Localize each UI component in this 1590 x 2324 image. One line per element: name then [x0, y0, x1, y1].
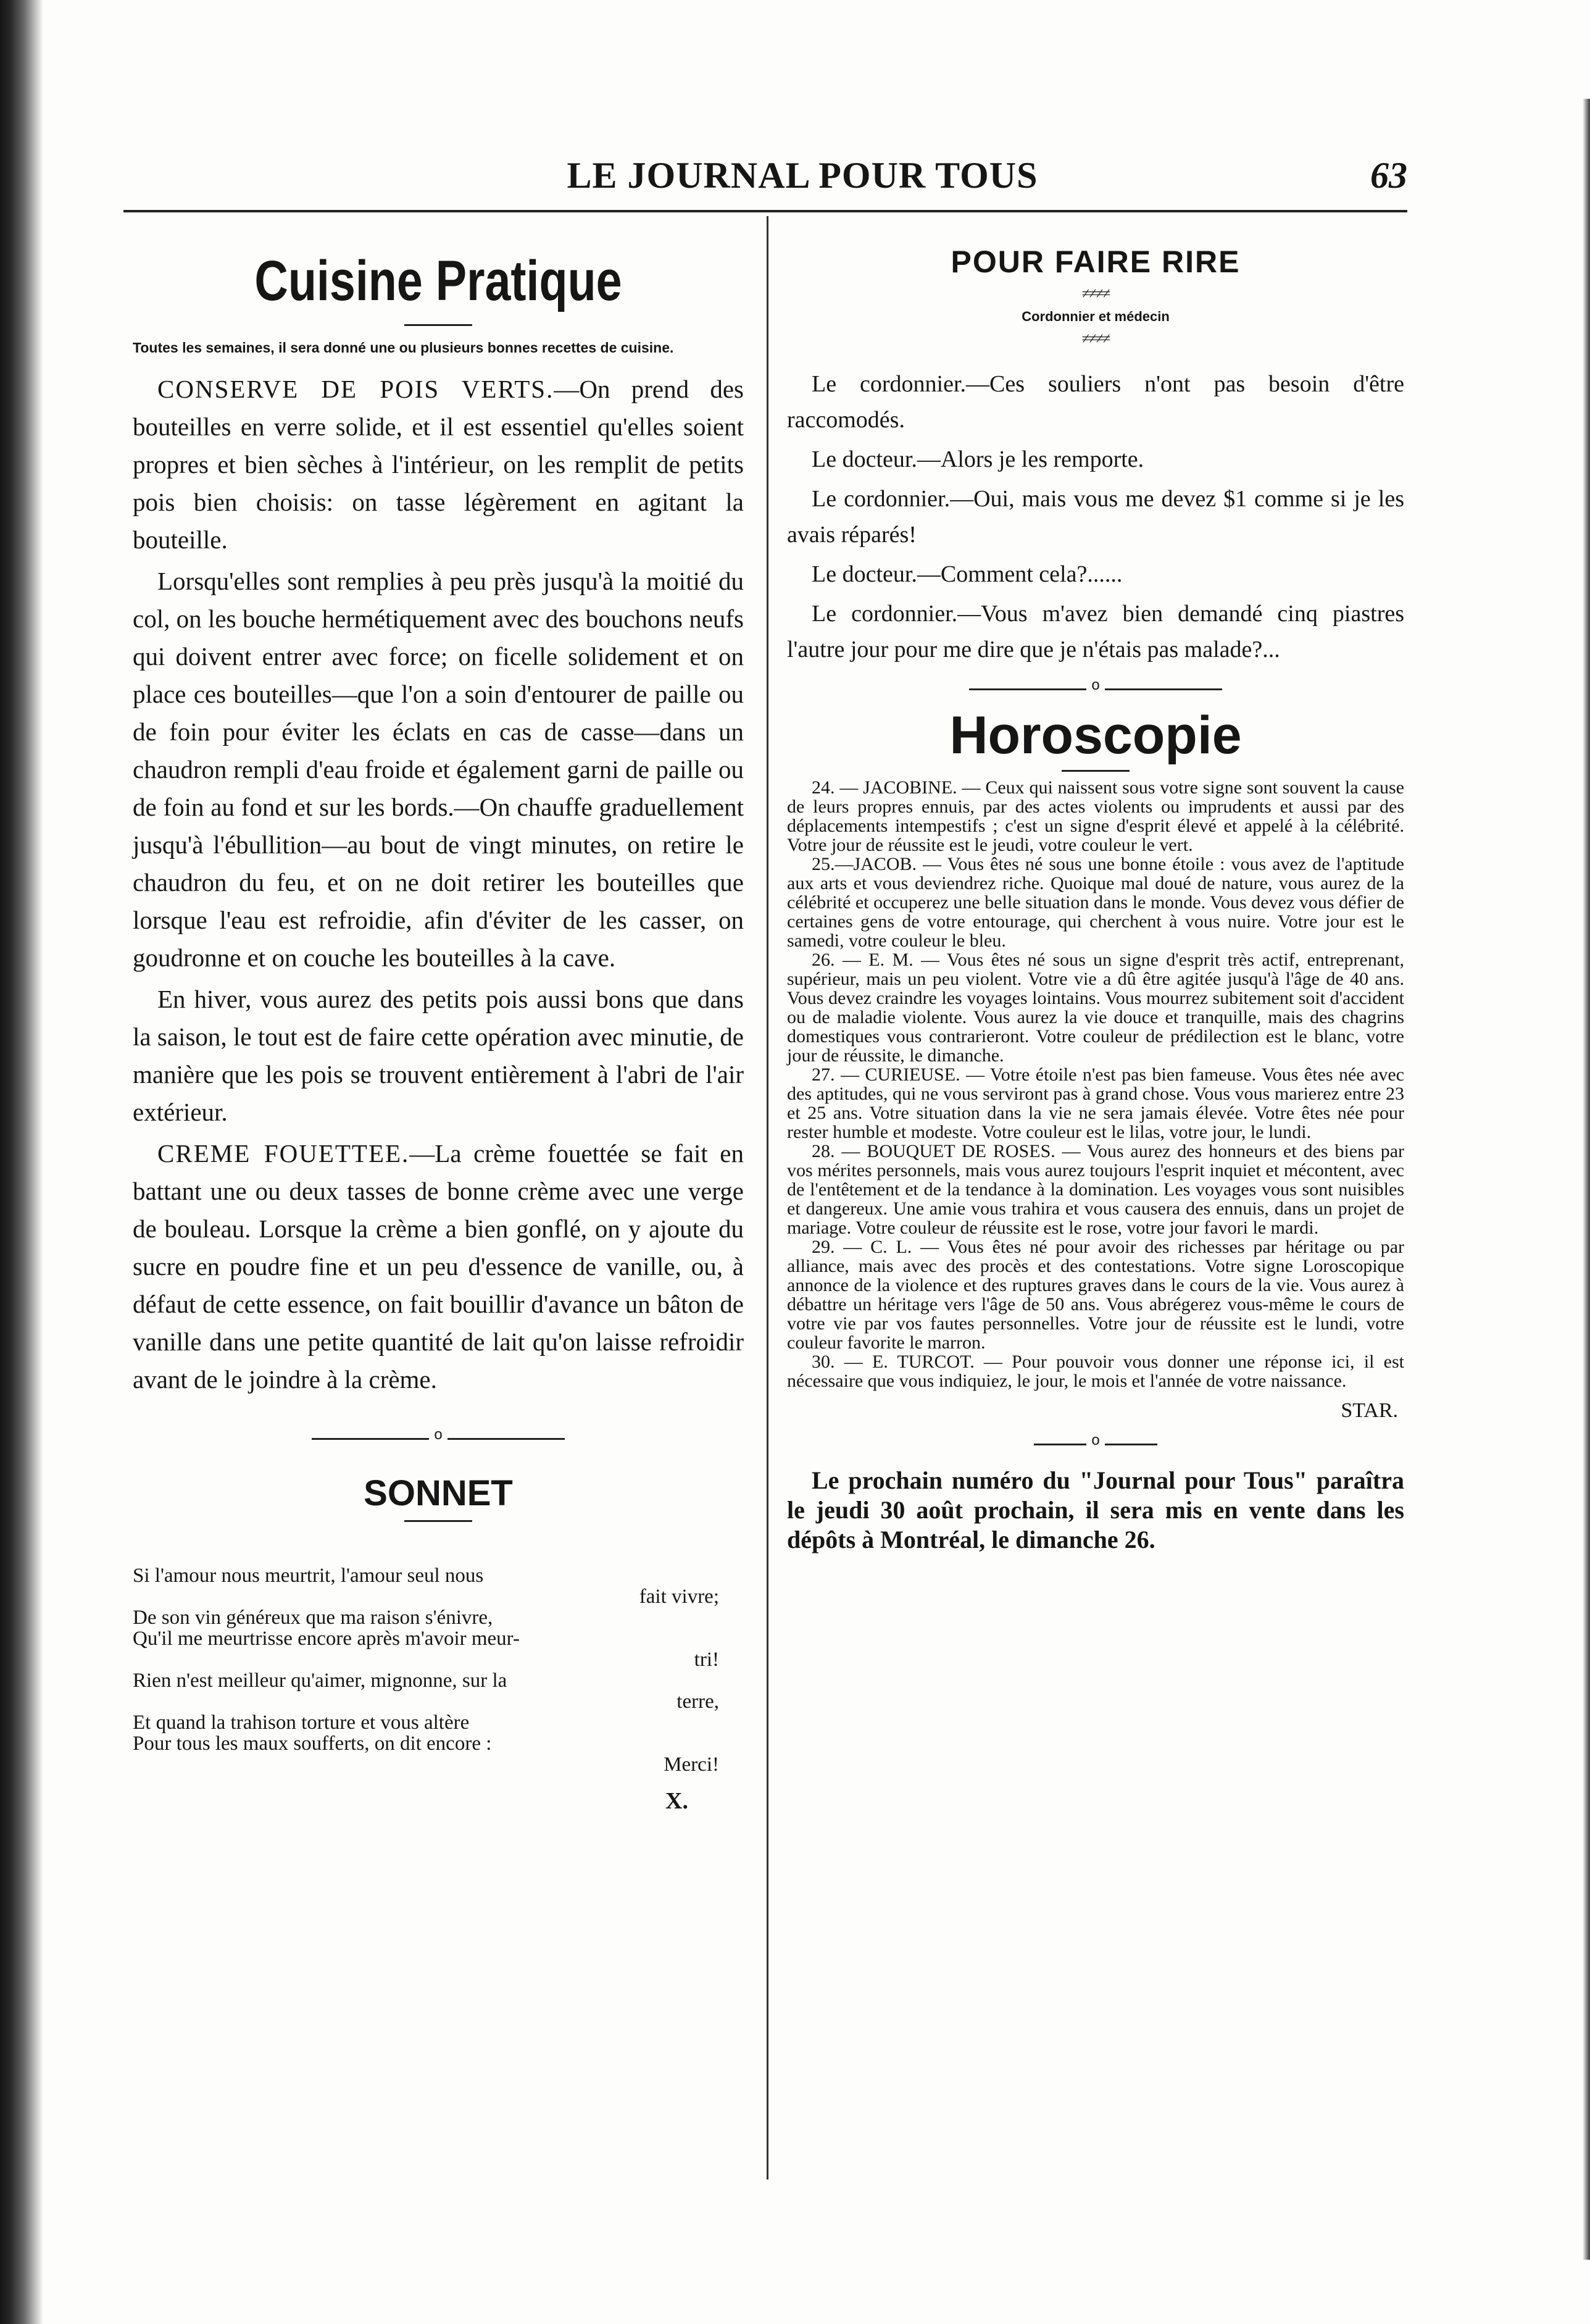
horoscope-entry: 26. — E. M. — Vous êtes né sous un signe d'esprit très actif, entreprenant, supérieur, mais un peu violent. Votre vie a dû être agitée jusqu'à l'âge de 40 ans. Vous devez craindre les voyages lointains. Vous mourrez subitement soit d'accident ou de maladie violente. Vous aurez la vie douce et tranquille, mais des chagrins domestiques vous contrarieront. Votre couleur de prédilection est le blanc, votre jour de réussite, le dimanche. [787, 950, 1404, 1066]
rire-title: POUR FAIRE RIRE [951, 245, 1241, 279]
poem-line-cont: tri! [694, 1649, 719, 1671]
cuisine-intro: Toutes les semaines, il sera donné une ou plusieurs bonnes recettes de cuisine. [133, 340, 674, 356]
poem-line: Pour tous les maux soufferts, on dit encore : [133, 1733, 492, 1755]
recipe-paragraph [133, 980, 744, 1131]
next-issue-notice: Le prochain numéro du "Journal pour Tous" paraîtra le jeudi 30 août prochain, il sera mis en vente dans les dépôts à Montréal, le dimanche 26. [787, 1466, 1404, 1553]
journal-title: LE JOURNAL POUR TOUS [567, 155, 1038, 196]
horoscope-entries [787, 778, 1404, 1390]
header-rule [123, 210, 1407, 212]
horoscope-entry: 25.—JACOB. — Vous êtes né sous une bonne étoile : vous avez de l'aptitude aux arts et vous deviendrez riche. Quoique mal doué de nature, vous aurez de la célébrité et occuperez une belle situation dans le monde. Vous devez vous défier de certaines gens de votre entourage, qui cherchent à vous nuire. Votre jour est le samedi, votre couleur le bleu. [787, 854, 1404, 951]
dialog-line: Le cordonnier.—Vous m'avez bien demandé cinq piastres l'autre jour pour me dire que je n'étais pas malade?... [787, 601, 1404, 663]
section-divider [969, 677, 1222, 693]
poem-line: Et quand la trahison torture et vous altère [133, 1712, 470, 1734]
dialog-line: Le cordonnier.—Ces souliers n'ont pas besoin d'être raccomodés. [787, 371, 1404, 433]
scan-edge-left [0, 0, 43, 2324]
section-divider [1034, 1432, 1157, 1448]
poem-line: Rien n'est meilleur qu'aimer, mignonne, sur la [133, 1670, 507, 1692]
horoscope-entry: 27. — CURIEUSE. — Votre étoile n'est pas bien fameuse. Vous êtes née avec des aptitudes, qui ne vous serviront pas à grand chose. Vous vous marierez entre 23 et 25 ans. Votre situation dans la vie ne sera jamais élevée. Votre êtes née pour rester humble et modeste. Votre couleur est le lilas, votre jour, le lundi. [787, 1064, 1404, 1142]
horoscope-entry: 28. — BOUQUET DE ROSES. — Vous aurez des honneurs et des biens par vos mérites personnels, mais vous aurez toujours l'esprit inquiet et mécontent, avec de l'entêtement et de la tendance à la domination. Les voyages vous sont nuisibles et dangereux. Une amie vous trahira et vous causera des ennuis, dans un projet de mariage. Votre couleur de réussite est le rose, votre jour favori le mardi. [787, 1141, 1404, 1238]
sonnet-title: SONNET [364, 1473, 513, 1513]
horoscope-entry: 30. — E. TURCOT. — Pour pouvoir vous donner une réponse ici, il est nécessaire que vous indiquiez, le jour, le mois et l'année de votre naissance. [787, 1352, 1404, 1391]
cuisine-title: Cuisine Pratique [254, 249, 622, 312]
title-rule [404, 1520, 472, 1522]
divider-glyph: o [1086, 1432, 1105, 1449]
divider-glyph: o [1086, 677, 1105, 694]
recipe-heading: CONSERVE DE POIS VERTS. [157, 375, 554, 403]
section-divider [312, 1426, 565, 1443]
horoscope-signature: STAR. [1341, 1399, 1398, 1422]
page-number: 63 [1370, 155, 1407, 196]
rire-subtitle: Cordonnier et médecin [1022, 309, 1170, 324]
recipe-heading: CREME FOUETTEE. [157, 1139, 410, 1168]
recipe-body: —La crème fouettée se fait en battant une ou deux tasses de bonne crème avec une verge de bouleau. Lorsque la crème a bien gonflé, on y ajoute du sucre en poudre fine et un peu d'essence de vanille, ou, à défaut de cette essence, on fait bouillir d'avance un bâton de vanille dans une petite quantité de lait qu'on laisse refroidir avant de le joindre à la crème. [133, 1139, 744, 1394]
sonnet-poem [133, 1565, 744, 1775]
recipe-paragraph [133, 562, 744, 977]
poem-line: Si l'amour nous meurtrit, l'amour seul nous [133, 1565, 484, 1587]
page-header [123, 154, 1407, 204]
poem-line: De son vin généreux que ma raison s'énivre, [133, 1607, 493, 1629]
ornament: ≠≠≠≠ [1081, 286, 1110, 302]
dialog-line: Le cordonnier.—Oui, mais vous me devez $1 comme si je les avais réparés! [787, 486, 1404, 548]
recipe-paragraph [133, 1135, 744, 1398]
left-column [133, 244, 744, 1815]
sonnet-signature: X. [665, 1788, 688, 1814]
title-rule [1062, 770, 1130, 772]
horoscope-entry: 29. — C. L. — Vous êtes né pour avoir des richesses par héritage ou par alliance, mais avec des procès et des contestations. Votre signe Loroscopique annonce de la violence et des ruptures graves dans le cours de la vie. Vous aurez à débattre un héritage vers l'âge de 50 ans. Vous abrégerez vous-même le cours de votre vie par vos fautes personnelles. Votre jour de réussite est le lundi, votre couleur favorite le marron. [787, 1237, 1404, 1353]
poem-line-cont: terre, [676, 1691, 719, 1713]
title-rule [404, 324, 472, 326]
recipe-paragraph [133, 370, 744, 559]
recipe-body: —On prend des bouteilles en verre solide, et il est essentiel qu'elles soient propres et bien sèches à l'intérieur, on les remplit de petits pois bien choisis: on tasse légèrement en agitant la bouteille. [133, 375, 744, 554]
poem-line-cont: Merci! [664, 1753, 719, 1776]
column-rule [767, 216, 768, 2180]
horoscope-title: Horoscopie [949, 706, 1242, 765]
recipe-body: Lorsqu'elles sont remplies à peu près jusqu'à la moitié du col, on les bouche hermétiquement avec des bouchons neufs qui doivent entrer avec force; on ficelle solidement et on place ces bouteilles—que l'on a soin d'entourer de paille ou de foin pour éviter les éclats en cas de casse—dans un chaudron rempli d'eau froide et également garni de paille ou de foin au fond et sur les bords.—On chauffe graduellement jusqu'à l'ébullition—au bout de vingt minutes, on retire le chaudron du feu, et on ne doit retirer les bouteilles que lorsque l'eau est refroidie, afin d'éviter de les casser, on goudronne et on couche les bouteilles à la cave. [133, 567, 744, 972]
horoscope-entry: 24. — JACOBINE. — Ceux qui naissent sous votre signe sont souvent la cause de leurs propres ennuis, par des actes violents ou imprudents et aussi par des déplacements intempestifs ; c'est un signe d'esprit élevé et appelé à la célébrité. Votre jour de réussite est le jeudi, votre couleur le vert. [787, 777, 1404, 855]
scan-edge-right [1583, 99, 1590, 2260]
poem-line: Qu'il me meurtrisse encore après m'avoir meur- [133, 1628, 520, 1650]
right-column [787, 244, 1404, 1555]
rire-dialog [787, 366, 1404, 667]
ornament: ≠≠≠≠ [1081, 331, 1110, 347]
divider-glyph: o [429, 1426, 447, 1444]
poem-line-cont: fait vivre; [639, 1586, 719, 1608]
dialog-line: Le docteur.—Comment cela?...... [812, 561, 1123, 587]
recipe-body: En hiver, vous aurez des petits pois aussi bons que dans la saison, le tout est de faire cette opération avec minutie, de manière que les pois se trouvent entièrement à l'abri de l'air extérieur. [133, 985, 744, 1126]
dialog-line: Le docteur.—Alors je les remporte. [812, 446, 1144, 472]
